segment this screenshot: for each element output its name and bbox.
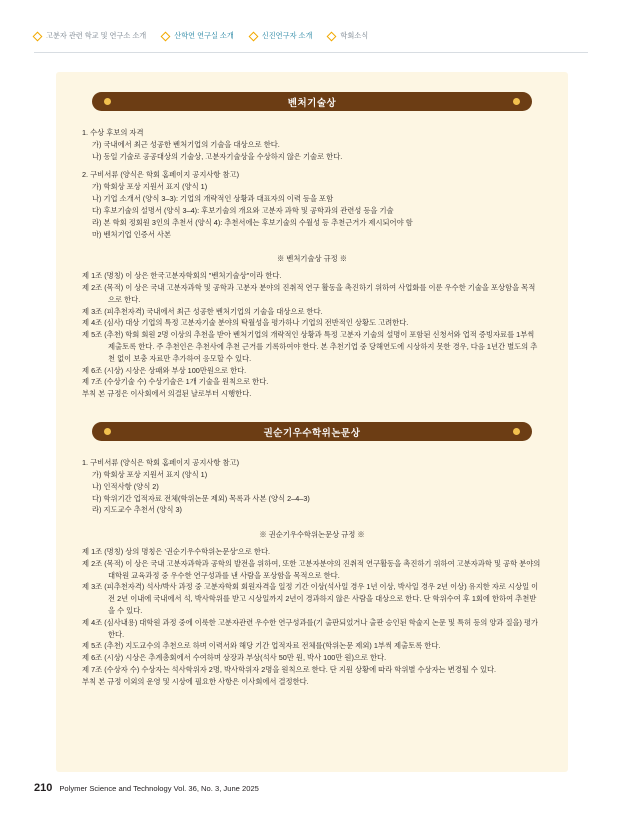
content-panel <box>56 72 568 772</box>
award2-rule-6: 제 7조 (수상자 수) 수상자는 석사학위자 2명, 박사학위자 2명을 원칙으로 한다. 단 지원 상황에 따라 학위별 수상자는 변경될 수 있다. <box>82 665 497 675</box>
award2-line-3: 다) 학위기간 업적자료 전체(학위논문 제외) 목록과 사본 (양식 2–4–3) <box>92 493 310 503</box>
award1-rule-0: 제 1조 (명칭) 이 상은 한국고분자학회의 "벤처기술상"이라 한다. <box>82 271 282 281</box>
page-number: 210 <box>34 782 53 794</box>
nav-item-0[interactable] <box>34 31 146 41</box>
award1-title-ribbon <box>92 92 532 111</box>
nav-item-label: 신진연구자 소개 <box>261 31 313 40</box>
award2-line-0: 1. 구비서류 (양식은 학회 홈페이지 공지사항 참고) <box>82 458 240 468</box>
award1-line-6: 다) 후보기술의 설명서 (양식 3–4): 후보기술의 개요와 고분자 과학 및 공학과의 관련성 등을 기술 <box>92 205 394 215</box>
award1-rule-7: 부칙 본 규정은 이사회에서 의결된 날로부터 시행한다. <box>82 389 252 399</box>
award1-rule-2: 제 3조 (피추천자격) 국내에서 최근 성공한 벤처기업의 기술을 대상으로 한다. <box>82 306 323 316</box>
award1-line-2: 나) 동일 기술로 공공대상의 기술상, 고분자기술상을 수상하지 않은 기술로 한다. <box>92 151 343 161</box>
award1-line-4: 가) 학회상 포상 지원서 표지 (양식 1) <box>92 182 208 192</box>
award1-rule-1: 제 2조 (목적) 이 상은 국내 고분자과학 및 공학과 고분자 분야의 진취적 연구 활동을 촉진하기 위하여 사업화를 이룬 우수한 기술을 포상함을 목적으로 한다. <box>82 282 536 304</box>
award1-line-3: 2. 구비서류 (양식은 학회 홈페이지 공지사항 참고) <box>82 170 240 180</box>
top-navigation <box>0 22 622 50</box>
award2-title: 권순기우수학위논문상 <box>263 427 361 439</box>
award2-line-2: 나) 인적사항 (양식 2) <box>92 481 159 491</box>
header-divider <box>34 52 588 53</box>
ribbon-dot-right-icon <box>513 98 520 105</box>
award2-rule-3: 제 4조 (심사내용) 대학원 과정 중에 이룩한 고분자관련 우수한 연구성과를(기 출판되었거나 출판 승인된 학술지 논문 및 특허 등의 양과 질을) 평가한다. <box>82 617 539 639</box>
award1-rule-6: 제 7조 (수상기술 수) 수상기술은 1개 기술을 원칙으로 한다. <box>82 377 269 387</box>
panel-inner <box>56 72 568 688</box>
award1-rule-5: 제 6조 (시상) 시상은 상패와 부상 100만원으로 한다. <box>82 365 247 375</box>
nav-item-2[interactable] <box>250 31 313 41</box>
diamond-icon <box>33 31 43 41</box>
award1-rule-4: 제 5조 (추천) 학회 회원 2명 이상의 추천을 받아 벤처기업의 개략적인 상황과 특정 고분자 기술의 설명이 포함된 신청서와 업적 증빙자료를 1부씩 제출토록 한다. 주 추천인은 추천사에 추천 근거를 기록하여야 한다. 본 추천기업 중 당해연도에 시상하지 못한 경우, 다음 1년간 별도의 추천 없이 보충 자료만 추가하여 응모할 수 있다. <box>82 330 538 363</box>
award2-rule-4: 제 5조 (추천) 지도교수의 추천으로 하며 이력서와 해당 기간 업적자료 전체를(학위논문 제외) 1부씩 제출토록 한다. <box>82 641 441 651</box>
award2-rule-2: 제 3조 (피추천자격) 석사/박사 과정 중 고분자학회 회원자격을 일정 기간 이상(석사일 경우 1년 이상, 박사일 경우 2년 이상) 유지한 자로 시상일 이전 2년 이내에 국내에서 석, 박사학위를 받고 시상일까지 2년이 경과하지 않은 사람을 대상으로 한다. 단 학위수여 후 1회에 한하여 추천받을 수 있다. <box>82 582 539 615</box>
award1-title: 벤처기술상 <box>287 97 337 109</box>
award2-rules-title: ※ 권순기우수학위논문상 규정 ※ <box>259 530 365 540</box>
ribbon-dot-left-icon <box>104 98 111 105</box>
award2-title-ribbon <box>92 422 532 441</box>
journal-citation: Polymer Science and Technology Vol. 36, No. 3, June 2025 <box>59 784 259 793</box>
ribbon-dot-left-icon <box>104 428 111 435</box>
nav-item-label: 학회소식 <box>340 31 369 40</box>
nav-item-label: 산학연 연구실 소개 <box>174 31 234 40</box>
page-footer <box>34 782 259 794</box>
award2-rule-7: 부칙 본 규정 이외의 운영 및 시상에 필요한 사항은 이사회에서 결정한다. <box>82 676 309 686</box>
award2-rule-0: 제 1조 (명칭) 상의 명칭은 '권순기우수학위논문상'으로 한다. <box>82 546 271 556</box>
award1-line-7: 라) 본 학회 정회원 3인의 추천서 (양식 4): 추천서에는 후보기술의 수월성 등 추천근거가 제시되어야 함 <box>92 217 413 227</box>
diamond-icon <box>327 31 337 41</box>
nav-item-3[interactable] <box>328 31 368 41</box>
award2-line-1: 가) 학회상 포상 지원서 표지 (양식 1) <box>92 469 208 479</box>
award1-rule-3: 제 4조 (심사) 대상 기업의 특정 고분자기술 분야의 탁월성을 평가하나 기업의 전반적인 상황도 고려한다. <box>82 318 409 328</box>
nav-item-1[interactable] <box>162 31 234 41</box>
diamond-icon <box>248 31 258 41</box>
award1-line-1: 가) 국내에서 최근 성공한 벤처기업의 기술을 대상으로 한다. <box>92 139 280 149</box>
award2-rule-1: 제 2조 (목적) 이 상은 국내 고분자과학과 공학의 발전을 위하여, 또한 고분자분야의 진취적 연구활동을 촉진하기 위하여 고분자과학 및 공학 분야의 대학원 교육과정 중 우수한 연구성과를 낸 사람을 포상함을 목적으로 한다. <box>82 558 541 580</box>
award1-line-8: 마) 벤처기업 인증서 사본 <box>92 229 171 239</box>
award1-rules-title: ※ 벤처기술상 규정 ※ <box>276 254 348 264</box>
nav-item-label: 고분자 관련 학교 및 연구소 소개 <box>46 31 147 40</box>
award2-line-4: 라) 지도교수 추천서 (양식 3) <box>92 505 182 515</box>
ribbon-dot-right-icon <box>513 428 520 435</box>
award1-line-5: 나) 기업 소개서 (양식 3–3): 기업의 개략적인 상황과 대표자의 이력 등을 포함 <box>92 194 334 204</box>
diamond-icon <box>161 31 171 41</box>
award2-rule-5: 제 6조 (시상) 시상은 추계총회에서 수여하며 상장과 부상(석사 50만 원, 박사 100만 원)으로 한다. <box>82 653 387 663</box>
award1-line-0: 1. 수상 후보의 자격 <box>82 128 144 137</box>
